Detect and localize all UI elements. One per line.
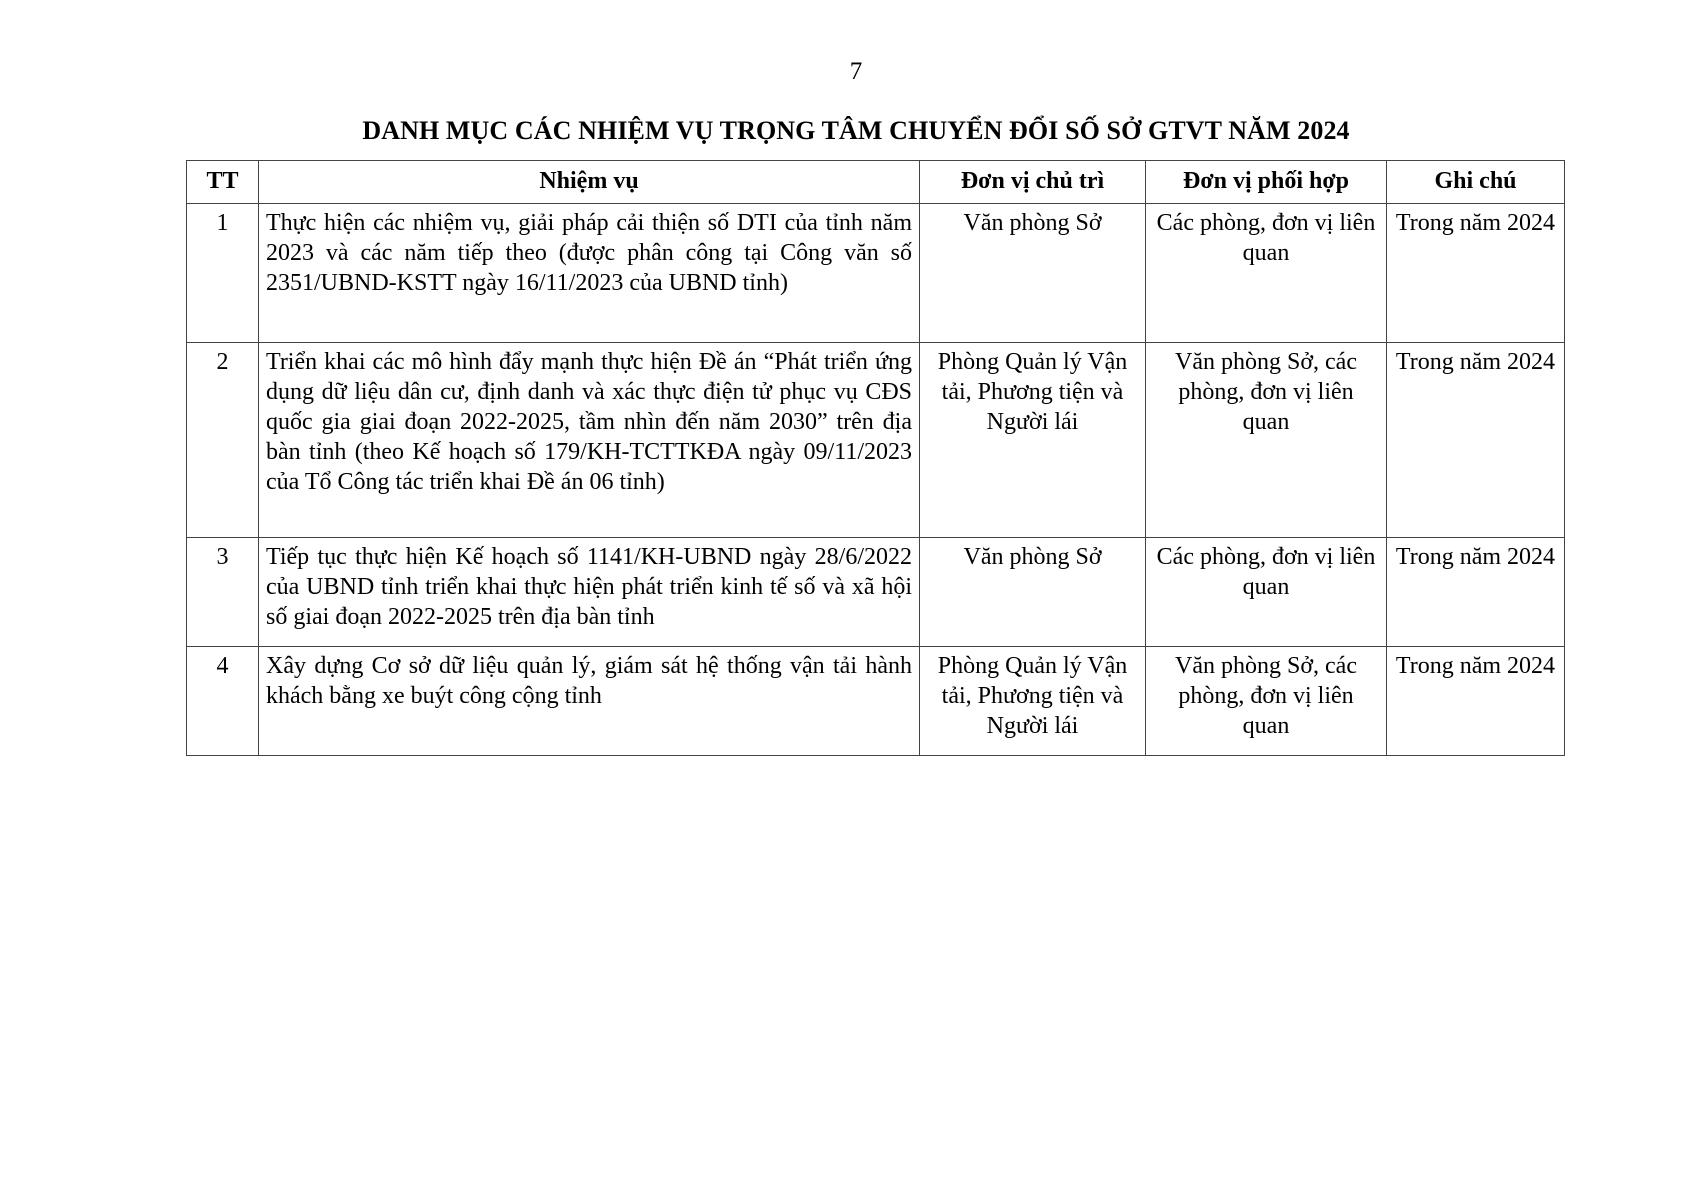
header-tt: TT xyxy=(187,161,259,204)
page-number: 7 xyxy=(849,58,863,85)
cell-task: Triển khai các mô hình đẩy mạnh thực hiện Đề án “Phát triển ứng dụng dữ liệu dân cư, định danh và xác thực điện tử phục vụ CĐS quốc gia giai đoạn 2022-2025, tầm nhìn đến năm 2030” trên địa bàn tỉnh (theo Kế hoạch số 179/KH-TCTTKĐA ngày 09/11/2023 của Tổ Công tác triển khai Đề án 06 tỉnh) xyxy=(259,343,920,538)
task-table xyxy=(186,160,1565,756)
header-lead-unit: Đơn vị chủ trì xyxy=(920,161,1146,204)
cell-lead-unit: Phòng Quản lý Vận tải, Phương tiện và Người lái xyxy=(920,343,1146,538)
header-note: Ghi chú xyxy=(1387,161,1565,204)
cell-lead-unit: Văn phòng Sở xyxy=(920,204,1146,343)
cell-coop-unit: Các phòng, đơn vị liên quan xyxy=(1146,538,1387,647)
cell-tt: 1 xyxy=(187,204,259,343)
cell-note: Trong năm 2024 xyxy=(1387,647,1565,756)
header-task: Nhiệm vụ xyxy=(259,161,920,204)
cell-lead-unit: Văn phòng Sở xyxy=(920,538,1146,647)
cell-note: Trong năm 2024 xyxy=(1387,343,1565,538)
table-row xyxy=(187,204,1565,343)
cell-tt: 2 xyxy=(187,343,259,538)
cell-lead-unit: Phòng Quản lý Vận tải, Phương tiện và Người lái xyxy=(920,647,1146,756)
table-row xyxy=(187,647,1565,756)
table-header-row xyxy=(187,161,1565,204)
cell-task: Tiếp tục thực hiện Kế hoạch số 1141/KH-UBND ngày 28/6/2022 của UBND tỉnh triển khai thực hiện phát triển kinh tế số và xã hội số giai đoạn 2022-2025 trên địa bàn tỉnh xyxy=(259,538,920,647)
cell-tt: 4 xyxy=(187,647,259,756)
cell-note: Trong năm 2024 xyxy=(1387,538,1565,647)
page-title: DANH MỤC CÁC NHIỆM VỤ TRỌNG TÂM CHUYỂN ĐỔI SỐ SỞ GTVT NĂM 2024 xyxy=(362,116,1350,145)
table-row xyxy=(187,343,1565,538)
table-row xyxy=(187,538,1565,647)
header-coop-unit: Đơn vị phối hợp xyxy=(1146,161,1387,204)
cell-task: Thực hiện các nhiệm vụ, giải pháp cải thiện số DTI của tỉnh năm 2023 và các năm tiếp theo (được phân công tại Công văn số 2351/UBND-KSTT ngày 16/11/2023 của UBND tỉnh) xyxy=(259,204,920,343)
cell-task: Xây dựng Cơ sở dữ liệu quản lý, giám sát hệ thống vận tải hành khách bằng xe buýt công cộng tỉnh xyxy=(259,647,920,756)
cell-note: Trong năm 2024 xyxy=(1387,204,1565,343)
cell-tt: 3 xyxy=(187,538,259,647)
cell-coop-unit: Văn phòng Sở, các phòng, đơn vị liên quan xyxy=(1146,343,1387,538)
cell-coop-unit: Các phòng, đơn vị liên quan xyxy=(1146,204,1387,343)
cell-coop-unit: Văn phòng Sở, các phòng, đơn vị liên quan xyxy=(1146,647,1387,756)
